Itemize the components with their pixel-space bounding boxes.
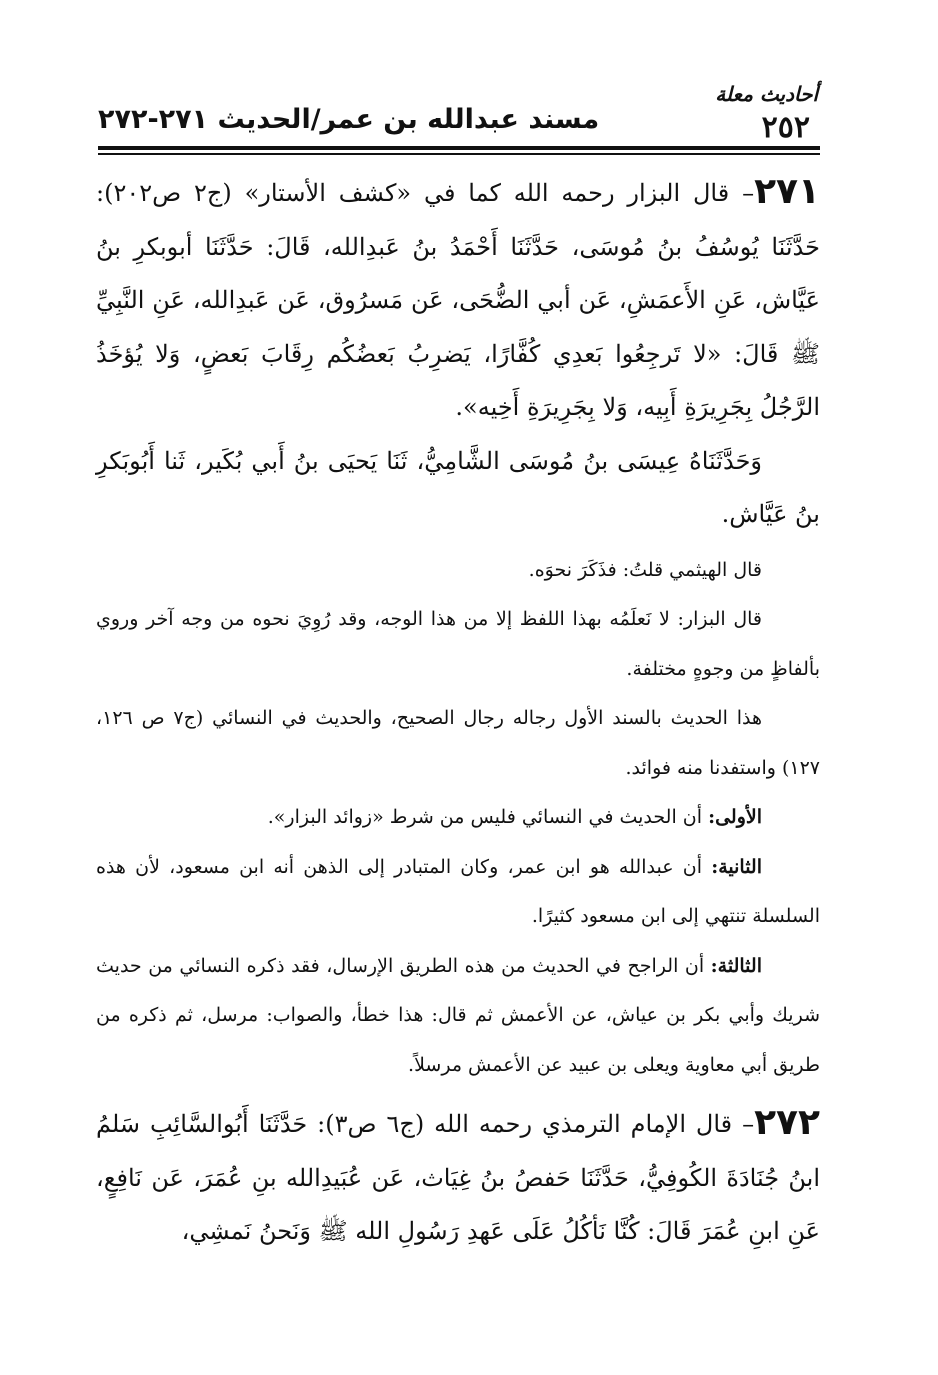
note-second-text: أن عبدالله هو ابن عمر، وكان المتبادر إلى الذهن أنه ابن مسعود، لأن هذه السلسلة تنتهي إلى ابن مسعود كثيرًا. [96,855,820,927]
note-second [96,843,820,942]
note-first-label: الأولى: [708,806,762,828]
page-header [98,82,818,152]
hadith-271-second-chain: وَحَدَّثَنَاهُ عِيسَى بنُ مُوسَى الشَّامِيُّ، ثَنَا يَحيَى بنُ أَبي بُكَير، ثَنا أَبُوبَكرِ بنُ عَيَّاش. [96,446,820,528]
hadith-text: – قال البزار رحمه الله كما في «كشف الأستار» (ج٢ ص٢٠٢): حَدَّثَنَا يُوسُفُ بنُ مُوسَى، حَدَّثَنَا أَحْمَدُ بنُ عَبدِالله، قَالَ: حَدَّثَنَا أبوبكرِ بنُ عَيَّاش، عَنِ الأَعمَشِ، عَن أبي الضُّحَى، عَن مَسرُوق، عَن عَبدِالله، عَنِ النَّبِيِّ ﷺ قَالَ: «لا تَرجِعُوا بَعدِي كُفَّارًا، يَضرِبُ بَعضُكُم رِقَابَ بَعضٍ، وَلا يُؤخَذُ الرَّجُلُ بِجَرِيرَةِ أَبِيه، وَلا بِجَرِيرَةِ أَخِيه». [96,179,820,421]
hadith-number: ٢٧١ [754,171,820,212]
hadith-271 [96,165,820,435]
note-haythami: قال الهيثمي قلتُ: فذَكَرَ نحوَه. [528,558,762,581]
note-first-text: أن الحديث في النسائي فليس من شرط «زوائد البزار». [267,806,709,828]
note-bazzar: قال البزار: لا نَعلَمُه بهذا اللفظ إلا من هذا الوجه، وقد رُوِيَ نحوه من وجه آخر وروي بألفاظٍ من وجوهٍ مختلفة. [96,608,820,680]
running-title: مسند عبدالله بن عمر/الحديث ٢٧١-٢٧٢ [98,104,600,135]
header-rule-thin [98,153,820,155]
hadith-text: – قال الإمام الترمذي رحمه الله (ج٦ ص٣): حَدَّثَنَا أَبُوالسَّائِبِ سَلمُ ابنُ جُنَادَةَ الكُوفِيُّ، حَدَّثَنَا حَفصُ بنُ غِيَاث، عَن عُبَيدِالله بنِ عُمَرَ، عَن نَافِعٍ، عَنِ ابنِ عُمَرَ قَالَ: كُنَّا نَأكُلُ عَلَى عَهدِ رَسُولِ الله ﷺ وَنَحنُ نَمشِي، [96,1110,820,1245]
note-third-text: أن الراجح في الحديث من هذه الطريق الإرسال، فقد ذكره النسائي من حديث شريك وأبي بكر بن عياش، عن الأعمش ثم قال: هذا خطأ، والصواب: مرسل، ثم ذكره من طريق أبي معاوية ويعلى بن عبيد عن الأعمش مرسلاً. [96,954,820,1076]
book-series-tag: أحاديث معلة [715,82,818,106]
hadith-272 [96,1096,820,1259]
header-rule-thick [98,146,820,150]
hadith-number: ٢٧٢ [754,1102,820,1143]
note-third-label: الثالثة: [710,954,762,977]
note-third [96,942,820,1091]
note-second-label: الثانية: [711,855,762,878]
note-first [96,793,820,843]
page-number: ٢٥٢ [761,110,810,145]
note-sanad: هذا الحديث بالسند الأول رجاله رجال الصحيح، والحديث في النسائي (ج٧ ص ١٢٦، ١٢٧) واستفدنا منه فوائد. [96,707,820,779]
page-body [96,165,820,1259]
